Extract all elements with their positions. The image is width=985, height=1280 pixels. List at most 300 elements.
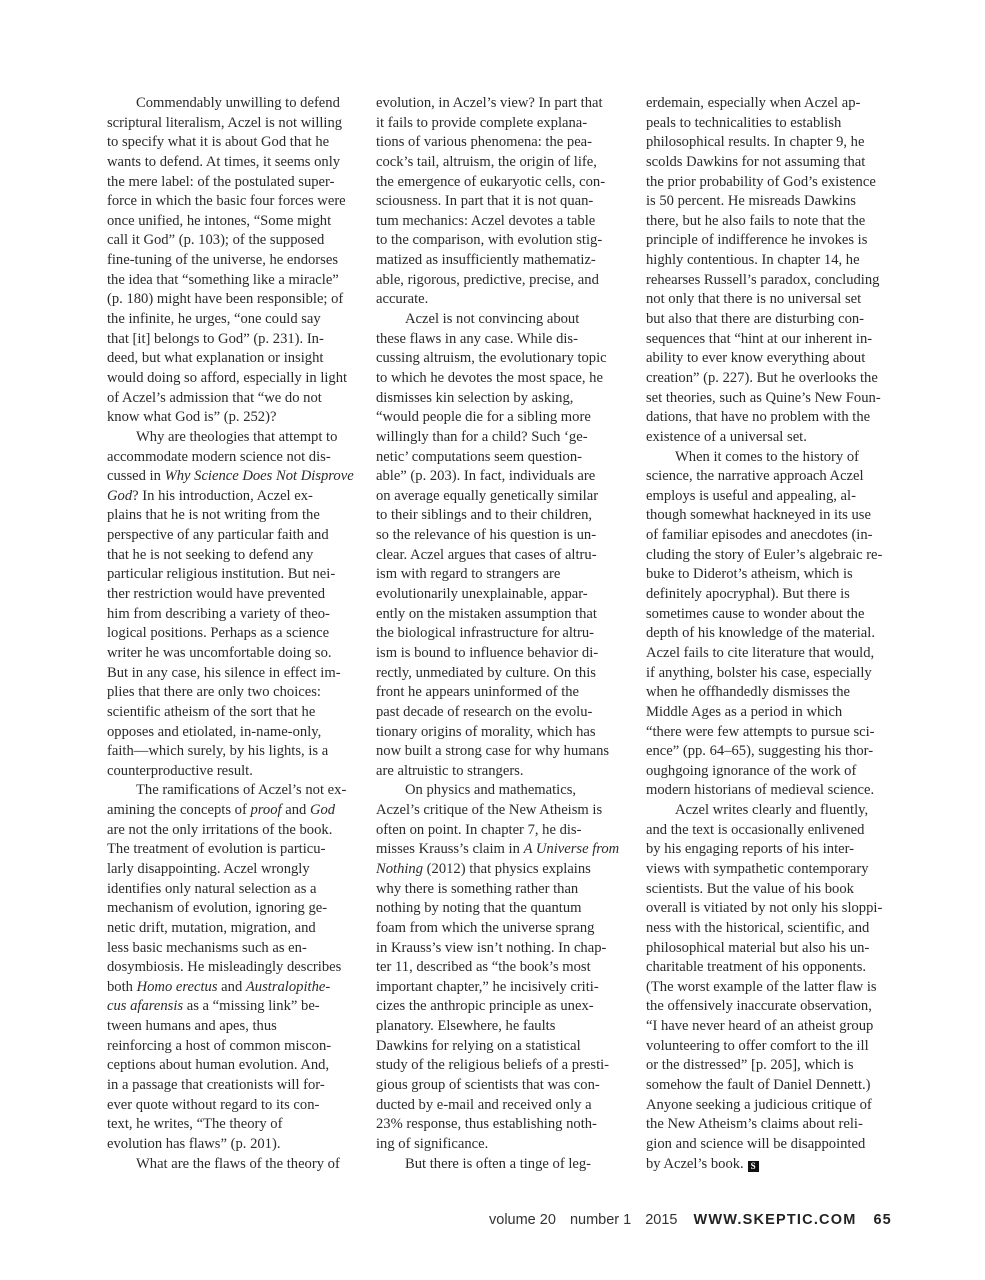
text-line bbox=[107, 487, 359, 507]
line-text: ing of significance. bbox=[376, 1135, 489, 1152]
line-text: scientists. But the value of his book bbox=[646, 880, 854, 897]
text-line bbox=[646, 978, 898, 998]
text-line bbox=[646, 389, 898, 409]
text-line bbox=[646, 742, 898, 762]
text-line bbox=[107, 428, 359, 448]
text-line bbox=[107, 723, 359, 743]
text-line bbox=[646, 467, 898, 487]
text-line bbox=[376, 271, 628, 291]
line-text: ter 11, described as “the book’s most bbox=[376, 959, 591, 976]
line-text: and bbox=[281, 802, 310, 819]
year-label: 2015 bbox=[645, 1212, 678, 1228]
page-footer bbox=[489, 1212, 892, 1230]
line-text: foam from which the universe sprang bbox=[376, 919, 595, 936]
line-text: misses Krauss’s claim in bbox=[376, 841, 524, 858]
line-text: that [it] belongs to God” (p. 231). In- bbox=[107, 330, 324, 347]
line-text: the emergence of eukaryotic cells, con- bbox=[376, 173, 606, 190]
text-line bbox=[107, 1017, 359, 1037]
line-text: erdemain, especially when Aczel ap- bbox=[646, 95, 861, 111]
text-line bbox=[646, 821, 898, 841]
line-text: often on point. In chapter 7, he dis- bbox=[376, 821, 582, 838]
text-line bbox=[646, 153, 898, 173]
text-line bbox=[107, 742, 359, 762]
line-text: if anything, bolster his case, especially bbox=[646, 664, 872, 681]
line-text: ever quote without regard to its con- bbox=[107, 1096, 320, 1113]
text-line bbox=[107, 389, 359, 409]
text-line bbox=[646, 683, 898, 703]
line-text: sometimes cause to wonder about the bbox=[646, 605, 865, 622]
text-line bbox=[646, 1017, 898, 1037]
line-text: 23% response, thus establishing noth- bbox=[376, 1116, 597, 1133]
line-text: to specify what it is about God that he bbox=[107, 134, 330, 151]
text-line bbox=[107, 251, 359, 271]
text-line bbox=[376, 349, 628, 369]
text-line bbox=[107, 585, 359, 605]
line-text: “there were few attempts to pursue sci- bbox=[646, 723, 875, 740]
text-line bbox=[107, 644, 359, 664]
line-text: scolds Dawkins for not assuming that bbox=[646, 153, 866, 170]
text-line bbox=[646, 840, 898, 860]
line-text: ther restriction would have prevented bbox=[107, 586, 326, 603]
text-line bbox=[376, 369, 628, 389]
line-text: not only that there is no universal set bbox=[646, 291, 862, 308]
text-line bbox=[376, 958, 628, 978]
line-text: of familiar episodes and anecdotes (in- bbox=[646, 527, 873, 544]
line-text: call it God” (p. 103); of the supposed bbox=[107, 232, 325, 249]
text-line bbox=[107, 1155, 359, 1175]
text-line bbox=[646, 114, 898, 134]
text-line bbox=[107, 271, 359, 291]
text-line bbox=[376, 290, 628, 310]
text-line bbox=[646, 271, 898, 291]
line-text: why there is something rather than bbox=[376, 880, 579, 897]
text-line bbox=[376, 133, 628, 153]
line-text: dations, that have no problem with the bbox=[646, 409, 871, 426]
line-text: able, rigorous, predictive, precise, and bbox=[376, 271, 599, 288]
text-line bbox=[107, 899, 359, 919]
line-text: ducted by e-mail and received only a bbox=[376, 1096, 592, 1113]
line-text: know what God is” (p. 252)? bbox=[107, 409, 277, 426]
line-text: now built a strong case for why humans bbox=[376, 743, 610, 760]
line-text: amining the concepts of bbox=[107, 802, 251, 819]
line-text: would doing so afford, especially in light bbox=[107, 369, 348, 386]
text-line bbox=[646, 565, 898, 585]
text-line bbox=[646, 781, 898, 801]
text-line bbox=[646, 448, 898, 468]
text-line bbox=[376, 723, 628, 743]
line-text: cluding the story of Euler’s algebraic re- bbox=[646, 546, 883, 563]
text-line bbox=[376, 251, 628, 271]
line-text: planatory. Elsewhere, he faults bbox=[376, 1018, 556, 1035]
text-line bbox=[376, 683, 628, 703]
line-text: principle of indifference he invokes is bbox=[646, 232, 868, 249]
line-text: are not the only irritations of the book. bbox=[107, 821, 333, 838]
text-line bbox=[376, 487, 628, 507]
line-text: accommodate modern science not dis- bbox=[107, 448, 331, 465]
line-text: cizes the anthropic principle as unex- bbox=[376, 998, 594, 1015]
text-line bbox=[107, 349, 359, 369]
line-text: ability to ever know everything about bbox=[646, 350, 866, 367]
line-text: Aczel is not convincing about bbox=[405, 311, 580, 328]
line-text: ism is bound to influence behavior di- bbox=[376, 644, 599, 661]
italic-title: Australopithe- bbox=[245, 978, 331, 995]
line-text: opposes and etiolated, in-name-only, bbox=[107, 723, 322, 740]
line-text: tions of various phenomena: the pea- bbox=[376, 134, 593, 151]
line-text: the offensively inaccurate observation, bbox=[646, 998, 872, 1015]
line-text: charitable treatment of his opponents. bbox=[646, 959, 867, 976]
text-line bbox=[646, 133, 898, 153]
line-text: when he offhandedly dismisses the bbox=[646, 684, 851, 701]
text-line bbox=[107, 448, 359, 468]
line-text: rectly, unmediated by culture. On this bbox=[376, 664, 596, 681]
line-text: accurate. bbox=[376, 291, 429, 308]
text-line bbox=[376, 644, 628, 664]
line-text: ? In his introduction, Aczel ex- bbox=[132, 487, 313, 504]
line-text: peals to technicalities to establish bbox=[646, 114, 842, 131]
line-text: both bbox=[107, 978, 137, 995]
line-text: rehearses Russell’s paradox, concluding bbox=[646, 271, 880, 288]
line-text: by Aczel’s book. bbox=[646, 1155, 744, 1172]
text-column-3 bbox=[646, 94, 898, 1174]
line-text: though somewhat hackneyed in its use bbox=[646, 507, 871, 524]
text-line bbox=[107, 153, 359, 173]
line-text: ently on the mistaken assumption that bbox=[376, 605, 597, 622]
text-line bbox=[376, 506, 628, 526]
text-line bbox=[376, 919, 628, 939]
text-line bbox=[376, 1135, 628, 1155]
text-line bbox=[376, 428, 628, 448]
text-line bbox=[376, 173, 628, 193]
line-text: past decade of research on the evolu- bbox=[376, 703, 593, 720]
text-line bbox=[107, 624, 359, 644]
line-text: it fails to provide complete explana- bbox=[376, 114, 588, 131]
line-text: to their siblings and to their children, bbox=[376, 507, 593, 524]
line-text: scriptural literalism, Aczel is not willing bbox=[107, 114, 343, 131]
text-line bbox=[646, 192, 898, 212]
text-line bbox=[107, 781, 359, 801]
line-text: text, he writes, “The theory of bbox=[107, 1116, 283, 1133]
line-text: by his engaging reports of his inter- bbox=[646, 841, 855, 858]
line-text: in Krauss’s view isn’t nothing. In chap- bbox=[376, 939, 607, 956]
text-line bbox=[646, 1135, 898, 1155]
line-text: Aczel’s critique of the New Atheism is bbox=[376, 802, 603, 819]
text-line bbox=[376, 860, 628, 880]
website-link[interactable]: WWW.SKEPTIC.COM bbox=[693, 1212, 857, 1228]
text-line bbox=[107, 997, 359, 1017]
text-line bbox=[107, 526, 359, 546]
line-text: clear. Aczel argues that cases of altru- bbox=[376, 546, 597, 563]
line-text: plies that there are only two choices: bbox=[107, 684, 321, 701]
text-line bbox=[646, 880, 898, 900]
line-text: ism with regard to strangers are bbox=[376, 566, 561, 583]
line-text: are altruistic to strangers. bbox=[376, 762, 524, 779]
line-text: particular religious institution. But nei- bbox=[107, 566, 336, 583]
line-text: the mere label: of the postulated super- bbox=[107, 173, 335, 190]
line-text: science, the narrative approach Aczel bbox=[646, 468, 864, 485]
line-text: The treatment of evolution is particu- bbox=[107, 841, 326, 858]
line-text: perspective of any particular faith and bbox=[107, 527, 329, 544]
skeptic-end-mark-icon: S bbox=[748, 1161, 759, 1172]
line-text: Why are theologies that attempt to bbox=[136, 428, 338, 445]
text-line bbox=[646, 330, 898, 350]
line-text: the infinite, he urges, “one could say bbox=[107, 311, 321, 328]
text-line bbox=[646, 94, 898, 114]
text-line bbox=[107, 978, 359, 998]
line-text: “would people die for a sibling more bbox=[376, 409, 591, 426]
text-line bbox=[646, 899, 898, 919]
line-text: creation” (p. 227). But he overlooks the bbox=[646, 369, 878, 386]
line-text: netic drift, mutation, migration, and bbox=[107, 919, 316, 936]
line-text: mechanism of evolution, ignoring ge- bbox=[107, 900, 328, 917]
italic-title: God bbox=[309, 802, 336, 819]
text-line bbox=[376, 664, 628, 684]
line-text: modern historians of medieval science. bbox=[646, 782, 875, 799]
line-text: depth of his knowledge of the material. bbox=[646, 625, 875, 642]
line-text: logical positions. Perhaps as a science bbox=[107, 625, 330, 642]
text-line bbox=[107, 919, 359, 939]
text-line bbox=[107, 94, 359, 114]
line-text: to the comparison, with evolution stig- bbox=[376, 232, 603, 249]
text-line bbox=[107, 310, 359, 330]
text-line bbox=[107, 939, 359, 959]
text-line bbox=[107, 821, 359, 841]
text-line bbox=[376, 997, 628, 1017]
text-line bbox=[646, 290, 898, 310]
text-line bbox=[646, 546, 898, 566]
text-line bbox=[646, 997, 898, 1017]
text-line bbox=[376, 153, 628, 173]
line-text: cussed in bbox=[107, 468, 165, 485]
text-line bbox=[107, 408, 359, 428]
text-line bbox=[376, 840, 628, 860]
text-line bbox=[646, 231, 898, 251]
text-line bbox=[646, 526, 898, 546]
text-line bbox=[107, 958, 359, 978]
text-line bbox=[107, 840, 359, 860]
text-line bbox=[376, 94, 628, 114]
line-text: the biological infrastructure for altru- bbox=[376, 625, 595, 642]
line-text: writer he was uncomfortable doing so. bbox=[107, 644, 332, 661]
text-line bbox=[107, 330, 359, 350]
text-line bbox=[107, 1076, 359, 1096]
italic-title: God bbox=[107, 487, 133, 504]
line-text: plains that he is not writing from the bbox=[107, 507, 320, 524]
page-number: 65 bbox=[873, 1212, 892, 1228]
line-text: views with sympathetic contemporary bbox=[646, 860, 869, 877]
line-text: (The worst example of the latter flaw is bbox=[646, 978, 877, 995]
text-column-1 bbox=[107, 94, 359, 1174]
line-text: ness with the historical, scientific, and bbox=[646, 919, 870, 936]
text-line bbox=[376, 624, 628, 644]
line-text: in a passage that creationists will for- bbox=[107, 1077, 325, 1094]
text-line bbox=[376, 565, 628, 585]
text-line bbox=[646, 958, 898, 978]
line-text: but also that there are disturbing con- bbox=[646, 311, 865, 328]
line-text: wants to defend. At times, it seems only bbox=[107, 153, 341, 170]
text-line bbox=[376, 880, 628, 900]
text-line bbox=[376, 1037, 628, 1057]
text-line bbox=[646, 369, 898, 389]
text-line bbox=[107, 1115, 359, 1135]
text-line bbox=[646, 1096, 898, 1116]
text-line bbox=[376, 742, 628, 762]
line-text: tum mechanics: Aczel devotes a table bbox=[376, 212, 596, 229]
text-line bbox=[646, 310, 898, 330]
line-text: or the distressed” [p. 205], which is bbox=[646, 1057, 854, 1074]
line-text: tionary origins of morality, which has bbox=[376, 723, 596, 740]
line-text: so the relevance of his question is un- bbox=[376, 527, 597, 544]
line-text: the idea that “something like a miracle” bbox=[107, 271, 339, 288]
italic-title: A Universe from bbox=[523, 841, 620, 858]
text-line bbox=[646, 506, 898, 526]
line-text: faith—which surely, by his lights, is a bbox=[107, 743, 329, 760]
text-line bbox=[107, 565, 359, 585]
line-text: sciousness. In part that it is not quan- bbox=[376, 193, 594, 210]
text-line bbox=[107, 880, 359, 900]
line-text: ceptions about human evolution. And, bbox=[107, 1057, 330, 1074]
text-line bbox=[107, 114, 359, 134]
line-text: employs is useful and appealing, al- bbox=[646, 487, 856, 504]
text-line bbox=[646, 860, 898, 880]
text-line bbox=[646, 703, 898, 723]
text-line bbox=[646, 349, 898, 369]
text-line bbox=[646, 939, 898, 959]
text-line bbox=[107, 801, 359, 821]
text-line bbox=[646, 762, 898, 782]
line-text: the New Atheism’s claims about reli- bbox=[646, 1116, 863, 1133]
text-line bbox=[646, 251, 898, 271]
text-line bbox=[376, 1056, 628, 1076]
text-line bbox=[376, 310, 628, 330]
line-text: evolutionarily unexplainable, appar- bbox=[376, 586, 588, 603]
line-text: gion and science will be disappointed bbox=[646, 1135, 866, 1152]
line-text: as a “missing link” be- bbox=[183, 998, 320, 1015]
text-line bbox=[376, 781, 628, 801]
text-line bbox=[376, 448, 628, 468]
text-line bbox=[646, 585, 898, 605]
text-line bbox=[107, 290, 359, 310]
line-text: volunteering to offer comfort to the ill bbox=[646, 1037, 869, 1054]
line-text: oughgoing ignorance of the work of bbox=[646, 762, 857, 779]
line-text: evolution has flaws” (p. 201). bbox=[107, 1135, 281, 1152]
text-line bbox=[376, 585, 628, 605]
text-line bbox=[646, 644, 898, 664]
line-text: these flaws in any case. While dis- bbox=[376, 330, 578, 347]
line-text: evolution, in Aczel’s view? In part that bbox=[376, 95, 603, 111]
line-text: somehow the fault of Daniel Dennett.) bbox=[646, 1077, 871, 1094]
text-line bbox=[646, 624, 898, 644]
line-text: once unified, he intones, “Some might bbox=[107, 212, 332, 229]
line-text: dismisses kin selection by asking, bbox=[376, 389, 574, 406]
line-text: Dawkins for relying on a statistical bbox=[376, 1037, 581, 1054]
text-line bbox=[376, 1115, 628, 1135]
italic-title: Why Science Does Not Disprove bbox=[164, 468, 354, 485]
line-text: fine-tuning of the universe, he endorses bbox=[107, 252, 338, 269]
line-text: counterproductive result. bbox=[107, 762, 253, 779]
line-text: and bbox=[217, 978, 246, 995]
line-text: larly disappointing. Aczel wrongly bbox=[107, 860, 310, 877]
text-line bbox=[376, 408, 628, 428]
line-text: netic’ computations seem question- bbox=[376, 448, 583, 465]
line-text: identifies only natural selection as a bbox=[107, 880, 317, 897]
text-line bbox=[107, 133, 359, 153]
text-line bbox=[376, 212, 628, 232]
line-text: less basic mechanisms such as en- bbox=[107, 939, 307, 956]
line-text: When it comes to the history of bbox=[675, 448, 860, 465]
line-text: scientific atheism of the sort that he bbox=[107, 703, 316, 720]
text-line bbox=[107, 506, 359, 526]
text-line bbox=[107, 231, 359, 251]
line-text: matized as insufficiently mathematiz- bbox=[376, 252, 596, 269]
text-line bbox=[107, 369, 359, 389]
text-line bbox=[376, 467, 628, 487]
text-line bbox=[107, 212, 359, 232]
line-text: Anyone seeking a judicious critique of bbox=[646, 1096, 872, 1113]
line-text: Aczel fails to cite literature that would, bbox=[646, 644, 875, 661]
text-line bbox=[646, 723, 898, 743]
text-line bbox=[376, 389, 628, 409]
text-line bbox=[376, 899, 628, 919]
line-text: ence” (pp. 64–65), suggesting his thor- bbox=[646, 743, 874, 760]
text-line bbox=[107, 860, 359, 880]
line-text: is 50 percent. He misreads Dawkins bbox=[646, 193, 856, 210]
italic-title: Homo erectus bbox=[136, 978, 218, 995]
text-line bbox=[107, 683, 359, 703]
text-line bbox=[107, 192, 359, 212]
text-line bbox=[107, 1096, 359, 1116]
italic-title: cus afarensis bbox=[107, 998, 184, 1015]
line-text: buke to Diderot’s atheism, which is bbox=[646, 566, 853, 583]
line-text: Commendably unwilling to defend bbox=[136, 95, 340, 111]
line-text: and the text is occasionally enlivened bbox=[646, 821, 865, 838]
text-line bbox=[107, 605, 359, 625]
line-text: tween humans and apes, thus bbox=[107, 1018, 277, 1035]
text-line bbox=[376, 546, 628, 566]
line-text: What are the flaws of the theory of bbox=[136, 1155, 340, 1172]
text-column-2 bbox=[376, 94, 628, 1174]
line-text: front he appears uninformed of the bbox=[376, 684, 580, 701]
text-line bbox=[646, 1155, 898, 1175]
text-line bbox=[107, 703, 359, 723]
text-line bbox=[646, 1056, 898, 1076]
line-text: gious group of scientists that was con- bbox=[376, 1077, 600, 1094]
line-text: cock’s tail, altruism, the origin of life, bbox=[376, 153, 597, 170]
text-line bbox=[107, 467, 359, 487]
line-text: him from describing a variety of theo- bbox=[107, 605, 330, 622]
text-line bbox=[376, 192, 628, 212]
line-text: able” (p. 203). In fact, individuals are bbox=[376, 468, 596, 485]
text-line bbox=[376, 1017, 628, 1037]
line-text: of Aczel’s admission that “we do not bbox=[107, 389, 322, 406]
line-text: (p. 180) might have been responsible; of bbox=[107, 291, 344, 308]
text-line bbox=[376, 1076, 628, 1096]
line-text: highly contentious. In chapter 14, he bbox=[646, 252, 860, 269]
text-line bbox=[376, 939, 628, 959]
text-line bbox=[646, 487, 898, 507]
text-line bbox=[107, 762, 359, 782]
italic-title: Nothing bbox=[376, 860, 424, 877]
text-line bbox=[107, 546, 359, 566]
text-line bbox=[376, 762, 628, 782]
line-text: important chapter,” he incisively criti- bbox=[376, 978, 599, 995]
line-text: on average equally genetically similar bbox=[376, 487, 599, 504]
text-line bbox=[376, 1155, 628, 1175]
text-line bbox=[376, 1096, 628, 1116]
line-text: But in any case, his silence in effect im- bbox=[107, 664, 341, 681]
line-text: “I have never heard of an atheist group bbox=[646, 1018, 874, 1035]
number-label: number 1 bbox=[569, 1212, 632, 1228]
line-text: But there is often a tinge of leg- bbox=[405, 1155, 592, 1172]
